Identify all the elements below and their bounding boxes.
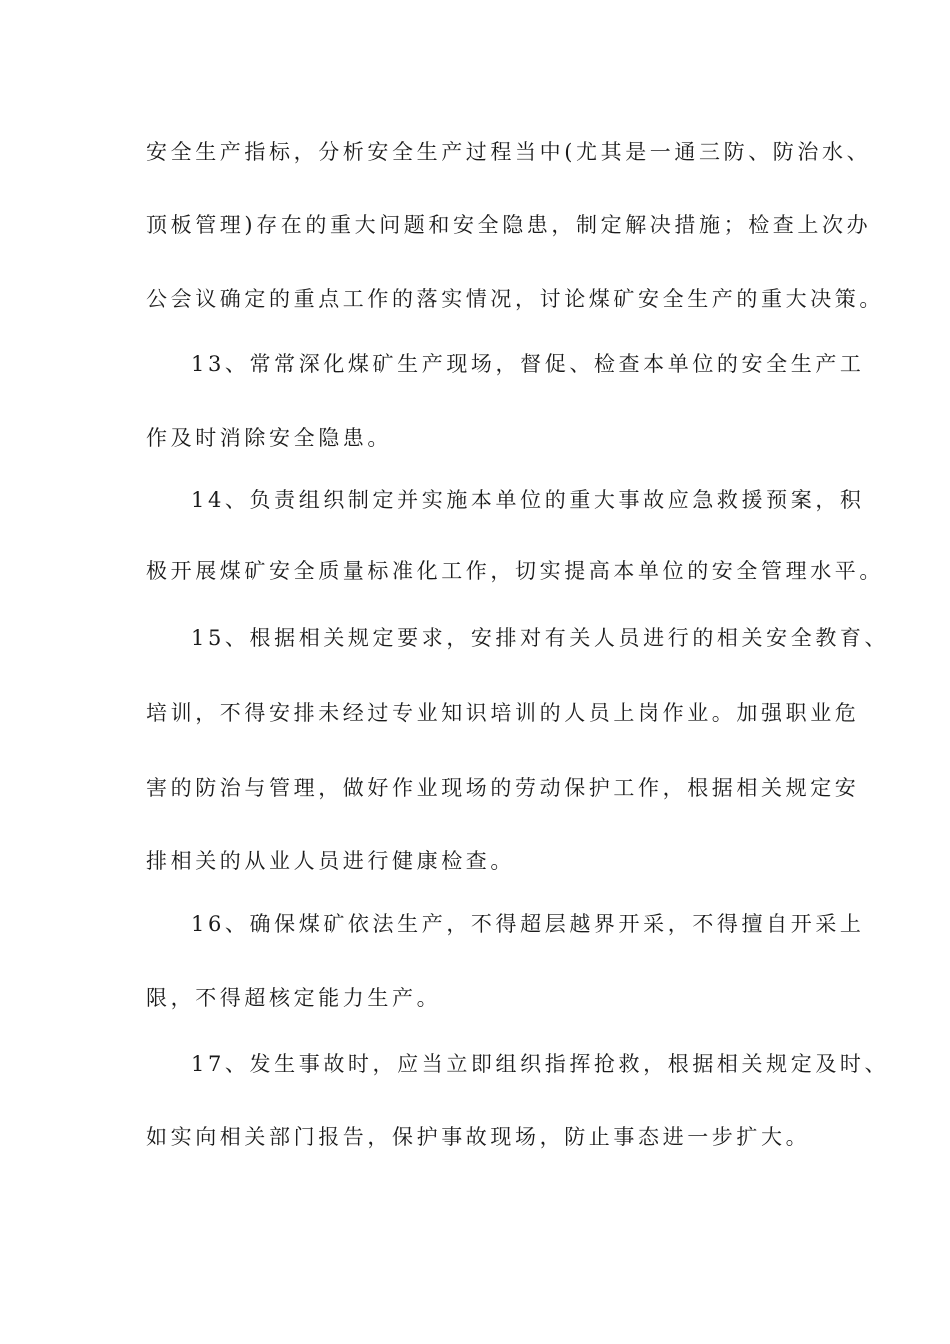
text-line: 限，不得超核定能力生产。	[146, 986, 442, 1010]
text-line: 害的防治与管理，做好作业现场的劳动保护工作，根据相关规定安	[146, 776, 860, 800]
text-line: 极开展煤矿安全质量标准化工作，切实提高本单位的安全管理水平。	[146, 559, 884, 583]
paragraph-14-start: 14、负责组织制定并实施本单位的重大事故应急救援预案，积	[191, 488, 865, 512]
paragraph-13-start: 13、常常深化煤矿生产现场，督促、检查本单位的安全生产工	[191, 352, 865, 376]
text-line: 排相关的从业人员进行健康检查。	[146, 849, 515, 873]
text-line: 如实向相关部门报告，保护事故现场，防止事态进一步扩大。	[146, 1125, 811, 1149]
paragraph-17-start: 17、发生事故时，应当立即组织指挥抢救，根据相关规定及时、	[191, 1052, 890, 1076]
text-line: 安全生产指标，分析安全生产过程当中(尤其是一通三防、防治水、	[146, 140, 872, 164]
paragraph-15-start: 15、根据相关规定要求，安排对有关人员进行的相关安全教育、	[191, 626, 890, 650]
text-line: 作及时消除安全隐患。	[146, 426, 392, 450]
text-line: 培训，不得安排未经过专业知识培训的人员上岗作业。加强职业危	[146, 701, 860, 725]
text-line: 顶板管理)存在的重大问题和安全隐患，制定解决措施；检查上次办	[146, 213, 872, 237]
text-line: 公会议确定的重点工作的落实情况，讨论煤矿安全生产的重大决策。	[146, 287, 884, 311]
paragraph-16-start: 16、确保煤矿依法生产，不得超层越界开采，不得擅自开采上	[191, 912, 865, 936]
